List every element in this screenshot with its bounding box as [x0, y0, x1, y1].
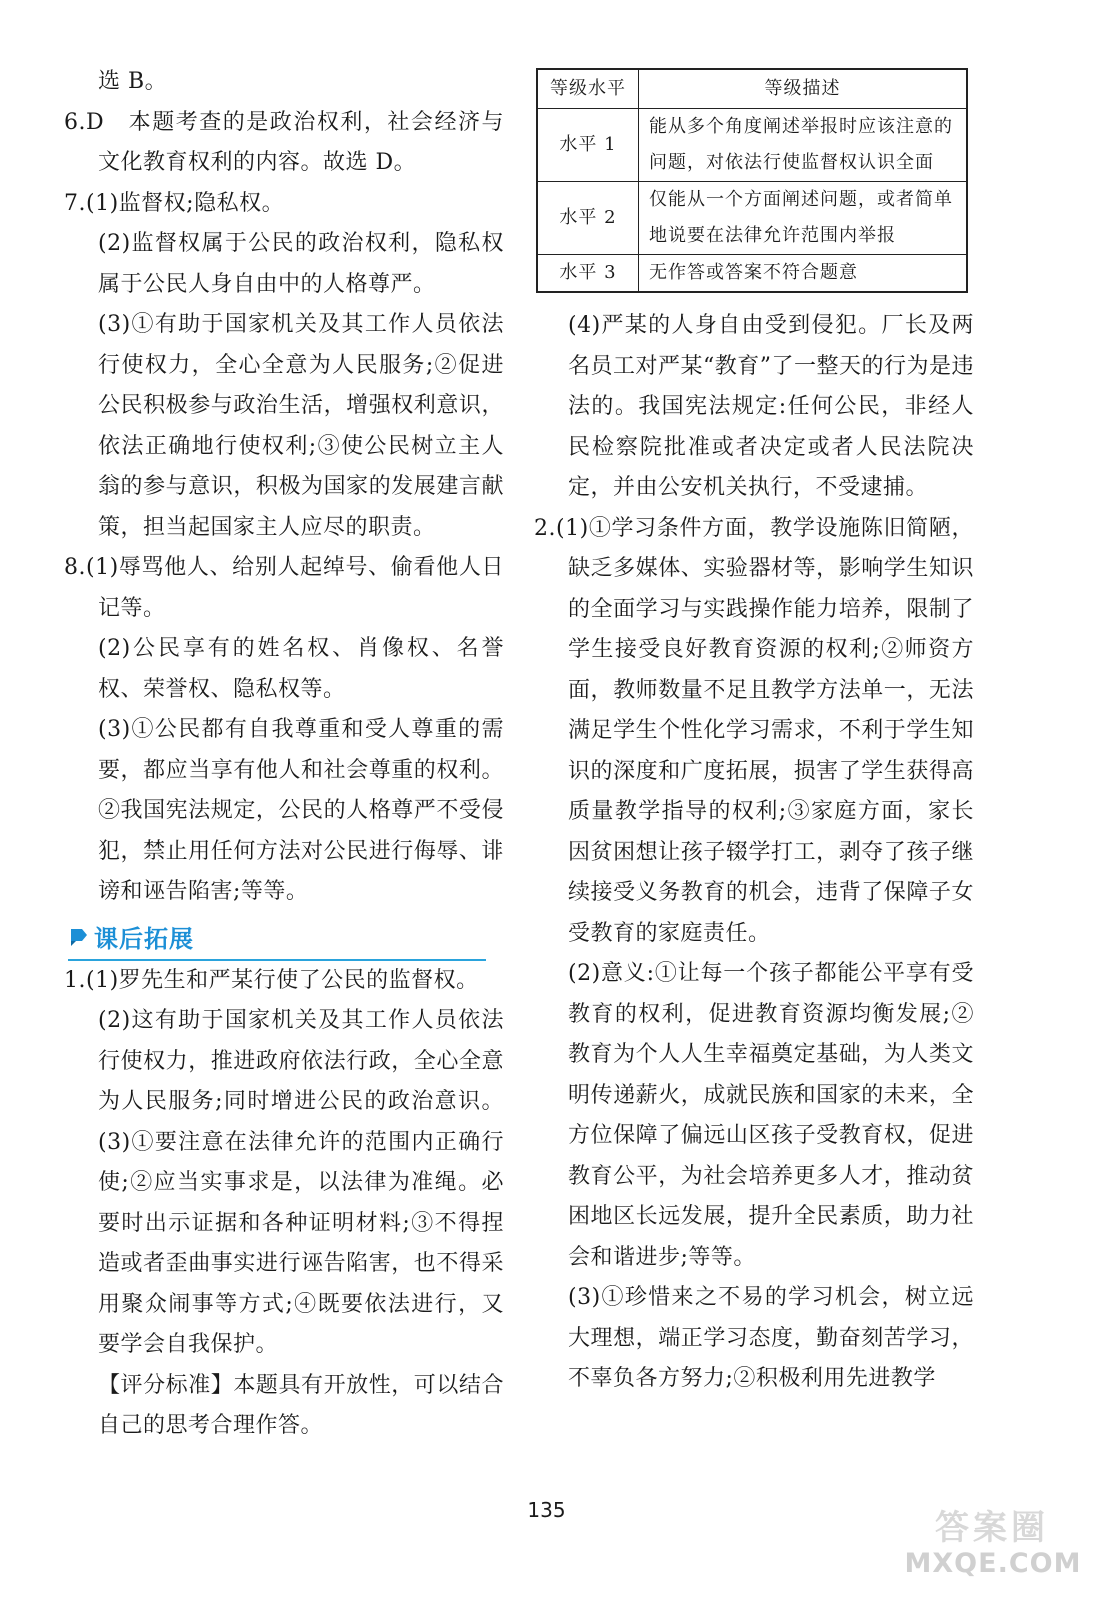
section-header: [68, 915, 486, 961]
table-row: [537, 255, 967, 293]
extension-2-part1: 2.(1)①学习条件方面，教学设施陈旧简陋，缺乏多媒体、实验器材等，影响学生知识的全面学习与实践操作能力培养，限制了学生接受良好教育资源的权利;②师资方面，教师数量不足且教学方法单一，无法满足学生个性化学习需求，不利于学生知识的深度和广度拓展，损害了学生获得高质量教学指导的权利;③家庭方面，家长因贫困想让孩子辍学打工，剥夺了孩子继续接受义务教育的机会，违背了保障子女受教育的家庭责任。: [534, 515, 974, 946]
table-header-row: [537, 69, 967, 109]
answer-7-part3: (3)①有助于国家机关及其工作人员依法行使权力，全心全意为人民服务;②促进公民积极参与政治生活，增强权利意识，依法正确地行使权利;③使公民树立主人翁的参与意识，积极为国家的发展建言献策，担当起国家主人应尽的职责。: [98, 312, 504, 540]
answer-8-part1: 8.(1)辱骂他人、给别人起绰号、偷看他人日记等。: [64, 555, 504, 621]
table-cell-level: 水平 3: [537, 255, 639, 293]
table-header-desc: 等级描述: [639, 69, 968, 109]
answer-8-part2: (2)公民享有的姓名权、肖像权、名誉权、荣誉权、隐私权等。: [98, 636, 504, 702]
left-column: [64, 62, 504, 1447]
section-title: 课后拓展: [94, 925, 194, 953]
extension-2-part2: (2)意义:①让每一个孩子都能公平享有受教育的权利，促进教育资源均衡发展;②教育为个人人生幸福奠定基础，为人类文明传递薪火，成就民族和国家的未来，全方位保障了偏远山区孩子受教育权，促进教育公平，为社会培养更多人才，推动贫困地区长远发展，提升全民素质，助力社会和谐进步;等等。: [568, 961, 974, 1270]
page-number: 135: [527, 1498, 566, 1522]
table-row: [537, 109, 967, 182]
table-cell-desc: 仅能从一个方面阐述问题，或者简单地说要在法律允许范围内举报: [639, 182, 968, 255]
table-cell-desc: 能从多个角度阐述举报时应该注意的问题，对依法行使监督权认识全面: [639, 109, 968, 182]
watermark-logo: 答案圈: [935, 1508, 1049, 1548]
table-header-level: 等级水平: [537, 69, 639, 109]
right-column: [534, 306, 974, 1400]
table-row: [537, 182, 967, 255]
scoring-standard: 【评分标准】本题具有开放性，可以结合自己的思考合理作答。: [98, 1372, 504, 1438]
answer-7-part1: 7.(1)监督权;隐私权。: [64, 190, 285, 216]
watermark-url: MXQE.COM: [904, 1548, 1082, 1579]
arrow-tab-icon: [68, 925, 90, 949]
table-cell-level: 水平 1: [537, 109, 639, 182]
answer-8-part3: (3)①公民都有自我尊重和受人尊重的需要，都应当享有他人和社会尊重的权利。②我国宪法规定，公民的人格尊严不受侵犯，禁止用任何方法对公民进行侮辱、诽谤和诬告陷害;等等。: [98, 717, 504, 904]
table-cell-level: 水平 2: [537, 182, 639, 255]
extension-1-part1: 1.(1)罗先生和严某行使了公民的监督权。: [64, 967, 479, 993]
grade-table: [536, 68, 968, 293]
extension-2-part3: (3)①珍惜来之不易的学习机会，树立远大理想，端正学习态度，勤奋刻苦学习，不辜负各方努力;②积极利用先进教学: [568, 1285, 974, 1391]
answer-6: 6.D 本题考查的是政治权利，社会经济与文化教育权利的内容。故选 D。: [64, 109, 504, 175]
answer-7-part2: (2)监督权属于公民的政治权利，隐私权属于公民人身自由中的人格尊严。: [98, 231, 504, 297]
answer-5-tail: 选 B。: [98, 69, 168, 94]
table-cell-desc: 无作答或答案不符合题意: [639, 255, 968, 293]
extension-1-part4: (4)严某的人身自由受到侵犯。厂长及两名员工对严某“教育”了一整天的行为是违法的。我国宪法规定:任何公民，非经人民检察院批准或者决定或者人民法院决定，并由公安机关执行，不受逮捕。: [568, 313, 974, 500]
extension-1-part2-3: (2)这有助于国家机关及其工作人员依法行使权力，推进政府依法行政，全心全意为人民服务;同时增进公民的政治意识。(3)①要注意在法律允许的范围内正确行使;②应当实事求是，以法律为准绳。必要时出示证据和各种证明材料;③不得捏造或者歪曲事实进行诬告陷害，也不得采用聚众闹事等方式;④既要依法进行，又要学会自我保护。: [98, 1008, 504, 1357]
